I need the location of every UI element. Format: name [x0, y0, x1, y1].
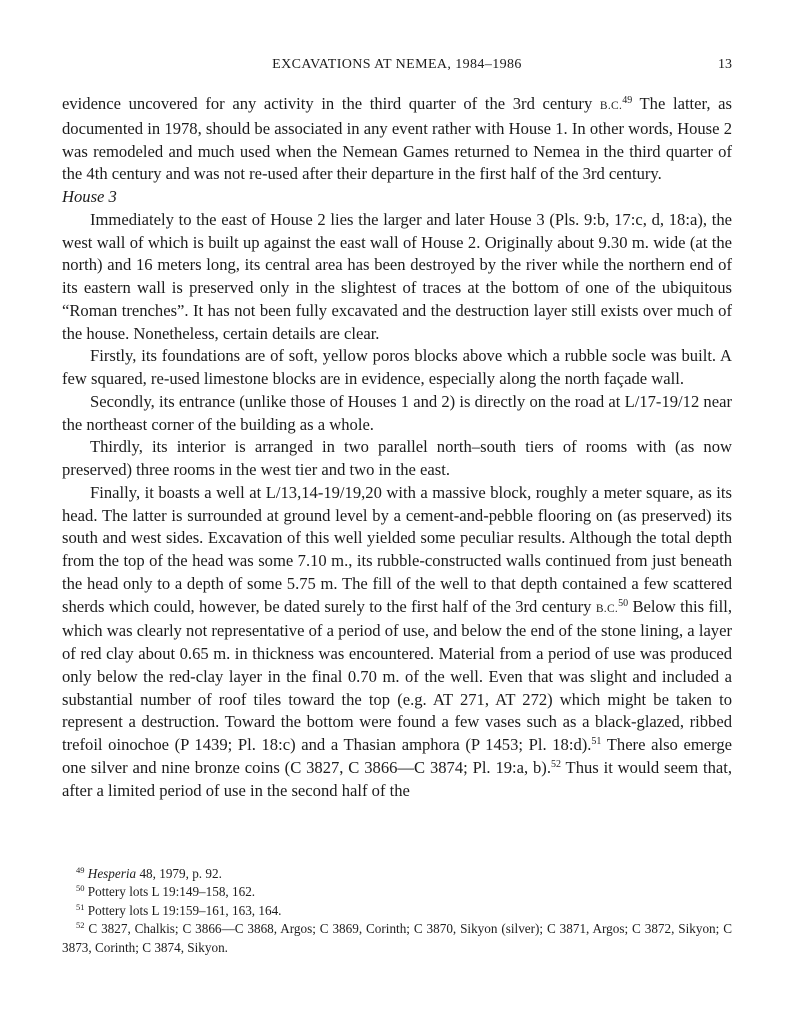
body-text — [62, 93, 732, 802]
paragraph-foundations: Firstly, its foundations are of soft, yellow poros blocks above which a rubble socle was built. A few squared, re-used limestone blocks are in evidence, especially along the north façade wall. — [62, 346, 732, 388]
footnote-50 — [62, 883, 732, 901]
footnote-number: 52 — [76, 920, 85, 931]
footnote-text: Pottery lots L 19:159–161, 163, 164. — [84, 902, 282, 918]
footnote-52 — [62, 920, 732, 957]
paragraph-entrance: Secondly, its entrance (unlike those of Houses 1 and 2) is directly on the road at L/17-19/12 near the northeast corner of the building as a whole. — [62, 391, 732, 434]
footnote-number: 49 — [76, 865, 85, 875]
footnote-text: C 3827, Chalkis; C 3866—C 3868, Argos; C 3869, Corinth; C 3870, Sikyon (silver); C 3871, Argos; C 3872, Sikyon; C 3873, Corinth; C 3874, Sikyon. — [62, 921, 732, 955]
page-number: 13 — [718, 57, 732, 72]
page — [62, 0, 732, 1024]
intro-paragraph — [62, 93, 732, 186]
footnote-text: Pottery lots L 19:149–158, 162. — [84, 884, 256, 900]
era-abbreviation: B.C. — [595, 602, 619, 615]
era-abbreviation: B.C. — [599, 100, 623, 112]
text-run: Below this fill, which was clearly not representative of a period of use, and below the end of the stone lining, a layer of red clay about 0.65 m. in thickness was encountered. Material from a period of use was produced only below the red-clay layer in the final 0.70 m. of the well. Even that was slight and included a substantial number of roof tiles toward the top (e.g. AT 271, AT 272) which might be taken to represent a destruction. Toward the bottom were found a few vases such as a black-glazed, ribbed trefoil oinochoe (P 1439; Pl. 18:c) and a Thasian amphora (P 1453; Pl. 18:d). — [62, 596, 732, 754]
journal-title: Hesperia — [87, 866, 137, 881]
footnote-text: 48, 1979, p. 92. — [136, 866, 222, 881]
running-head — [62, 57, 732, 77]
text-run: Finally, it boasts a well at L/13,14-19/19,20 with a massive block, roughly a meter square, as its head. The latter is surrounded at ground level by a cement-and-pebble flooring on (as preserved) its south and west sides. Excavation of this well yielded some peculiar results. Although the total depth from the top of the head was some 7.10 m., its rubble-constructed walls continued from just beneath the head only to a depth of some 5.75 m. The fill of the well to that depth contained a few scattered sherds which could, however, be dated surely to the first half of the 3rd century — [62, 482, 732, 616]
section-heading: House 3 — [62, 187, 117, 206]
footnote-ref: 49 — [622, 95, 633, 106]
footnote-ref: 52 — [551, 758, 561, 770]
text-run: evidence uncovered for any activity in the third quarter of the 3rd century — [62, 94, 600, 113]
footnote-ref: 51 — [591, 736, 602, 747]
footnotes — [62, 865, 732, 957]
footnote-49 — [62, 865, 732, 883]
footnote-number: 51 — [76, 901, 85, 912]
text-run: There also emerge one silver and nine bronze coins (C 3827, C 3866—C 3874; Pl. 19:a, b). — [62, 735, 732, 777]
paragraph-well — [62, 482, 732, 803]
paragraph-house-3-intro: Immediately to the east of House 2 lies the larger and later House 3 (Pls. 9:b, 17:c, d, 18:a), the west wall of which is built up against the east wall of House 2. Originally about 9.30 m. wide (at the north) and 16 meters long, its central area has been destroyed by the river while the northern end of its eastern wall is preserved only in the slightest of traces at the bottom of one of the ubiquitous “Roman trenches”. It has not been fully excavated and the destruction layer still exists over much of the house. Nonetheless, certain details are clear. — [62, 209, 732, 343]
paragraph-interior: Thirdly, its interior is arranged in two parallel north–south tiers of rooms with (as now preserved) three rooms in the west tier and two in the east. — [62, 437, 732, 479]
footnote-ref: 50 — [618, 597, 629, 609]
footnote-number: 50 — [76, 883, 85, 894]
running-title: EXCAVATIONS AT NEMEA, 1984–1986 — [272, 57, 522, 72]
footnote-51 — [62, 902, 732, 920]
text-run: Thus it would seem that, after a limited period of use in the second half of the — [62, 757, 733, 800]
text-run: The latter, as documented in 1978, should be associated in any event rather with House 1. In other words, House 2 was remodeled and much used when the Nemean Games returned to Nemea in the third quarter of the 4th century and was not re-used after their departure in the first half of the 3rd century. — [62, 94, 733, 184]
